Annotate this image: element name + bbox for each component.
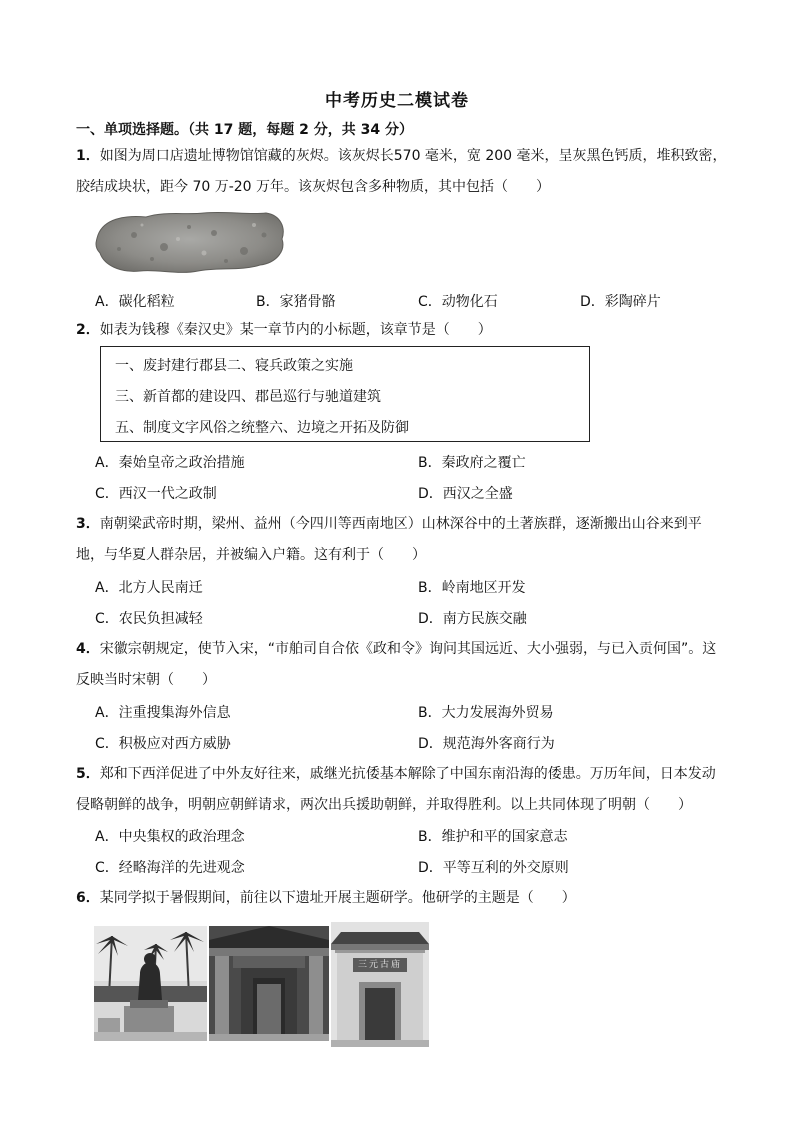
- q3-option-c[interactable]: C．农民负担减轻: [95, 611, 203, 627]
- question-text: 某同学拟于暑假期间，前往以下遗址开展主题研学。他研学的主题是（ ）: [99, 890, 576, 906]
- q5-option-a[interactable]: A．中央集权的政治理念: [95, 829, 245, 845]
- q2-option-d[interactable]: D．西汉之全盛: [418, 486, 513, 502]
- question-3-line-1: [76, 514, 702, 534]
- q1-option-c[interactable]: C．动物化石: [418, 294, 498, 310]
- temple-photo: [331, 922, 429, 1047]
- question-text: 如图为周口店遗址博物馆馆藏的灰烬。该灰烬长570 毫米，宽 200 毫米，呈灰黑色钙质，堆积致密，: [99, 148, 727, 164]
- q2-option-c[interactable]: C．西汉一代之政制: [95, 486, 217, 502]
- q3-option-d[interactable]: D．南方民族交融: [418, 611, 527, 627]
- table-row: 三、新首都的建设四、郡邑巡行与驰道建筑: [115, 389, 381, 405]
- page-title: 中考历史二模试卷: [325, 91, 469, 111]
- q4-option-c[interactable]: C．积极应对西方威胁: [95, 736, 231, 752]
- question-text: 如表为钱穆《秦汉史》某一章节内的小标题，该章节是（ ）: [99, 322, 492, 338]
- statue-photo: [94, 926, 207, 1041]
- question-4-line-2: 反映当时宋朝（ ）: [76, 672, 216, 688]
- question-5-line-1: [76, 764, 716, 784]
- q4-option-d[interactable]: D．规范海外客商行为: [418, 736, 555, 752]
- q5-option-b[interactable]: B．维护和平的国家意志: [418, 829, 568, 845]
- q1-option-a[interactable]: A．碳化稻粒: [95, 294, 175, 310]
- question-4-line-1: [76, 639, 716, 659]
- q4-option-b[interactable]: B．大力发展海外贸易: [418, 705, 554, 721]
- table-row: 一、废封建行郡县二、寝兵政策之实施: [115, 358, 353, 374]
- question-6-line-1: [76, 888, 576, 908]
- question-number: 3．: [76, 516, 100, 532]
- ornate-gate-photo: [209, 926, 329, 1041]
- table-row: 五、制度文字风俗之统整六、边境之开拓及防御: [115, 420, 409, 436]
- question-number: 4．: [76, 641, 100, 657]
- question-1-line-1: [76, 146, 727, 166]
- question-5-line-2: 侵略朝鲜的战争，明朝应朝鲜请求，两次出兵援助朝鲜，并取得胜利。以上共同体现了明朝（ ）: [76, 797, 692, 813]
- q1-option-d[interactable]: D．彩陶碎片: [580, 294, 661, 310]
- q3-option-a[interactable]: A．北方人民南迁: [95, 580, 203, 596]
- question-text: 宋徽宗朝规定，使节入宋，“市舶司自合依《政和令》询问其国远近、大小强弱，与已入贡何国”。这: [99, 641, 717, 657]
- question-1-line-2: 胶结成块状，距今 70 万-20 万年。该灰烬包含多种物质，其中包括（ ）: [76, 179, 551, 195]
- q2-option-a[interactable]: A．秦始皇帝之政治措施: [95, 455, 245, 471]
- section-heading: 一、单项选择题。（共 17 题，每题 2 分，共 34 分）: [76, 122, 413, 138]
- temple-plaque: 三元古庙: [357, 960, 402, 970]
- question-text: 南朝梁武帝时期，梁州、益州（今四川等西南地区）山林深谷中的土著族群，逐渐搬出山谷来到平: [99, 516, 702, 532]
- chapter-subtitles-table: [100, 346, 590, 442]
- q4-option-a[interactable]: A．注重搜集海外信息: [95, 705, 231, 721]
- ash-block-image: [94, 205, 288, 277]
- question-number: 6．: [76, 890, 100, 906]
- q5-option-d[interactable]: D．平等互利的外交原则: [418, 860, 569, 876]
- question-number: 5．: [76, 766, 100, 782]
- q5-option-c[interactable]: C．经略海洋的先进观念: [95, 860, 245, 876]
- question-2-line-1: [76, 320, 492, 340]
- q2-option-b[interactable]: B．秦政府之覆亡: [418, 455, 526, 471]
- question-number: 2．: [76, 322, 100, 338]
- question-text: 郑和下西洋促进了中外友好往来，戚继光抗倭基本解除了中国东南沿海的倭患。万历年间，日本发动: [99, 766, 716, 782]
- question-number: 1．: [76, 148, 100, 164]
- question-3-line-2: 地，与华夏人群杂居，并被编入户籍。这有利于（ ）: [76, 547, 426, 563]
- q3-option-b[interactable]: B．岭南地区开发: [418, 580, 526, 596]
- q1-option-b[interactable]: B．家猪骨骼: [256, 294, 336, 310]
